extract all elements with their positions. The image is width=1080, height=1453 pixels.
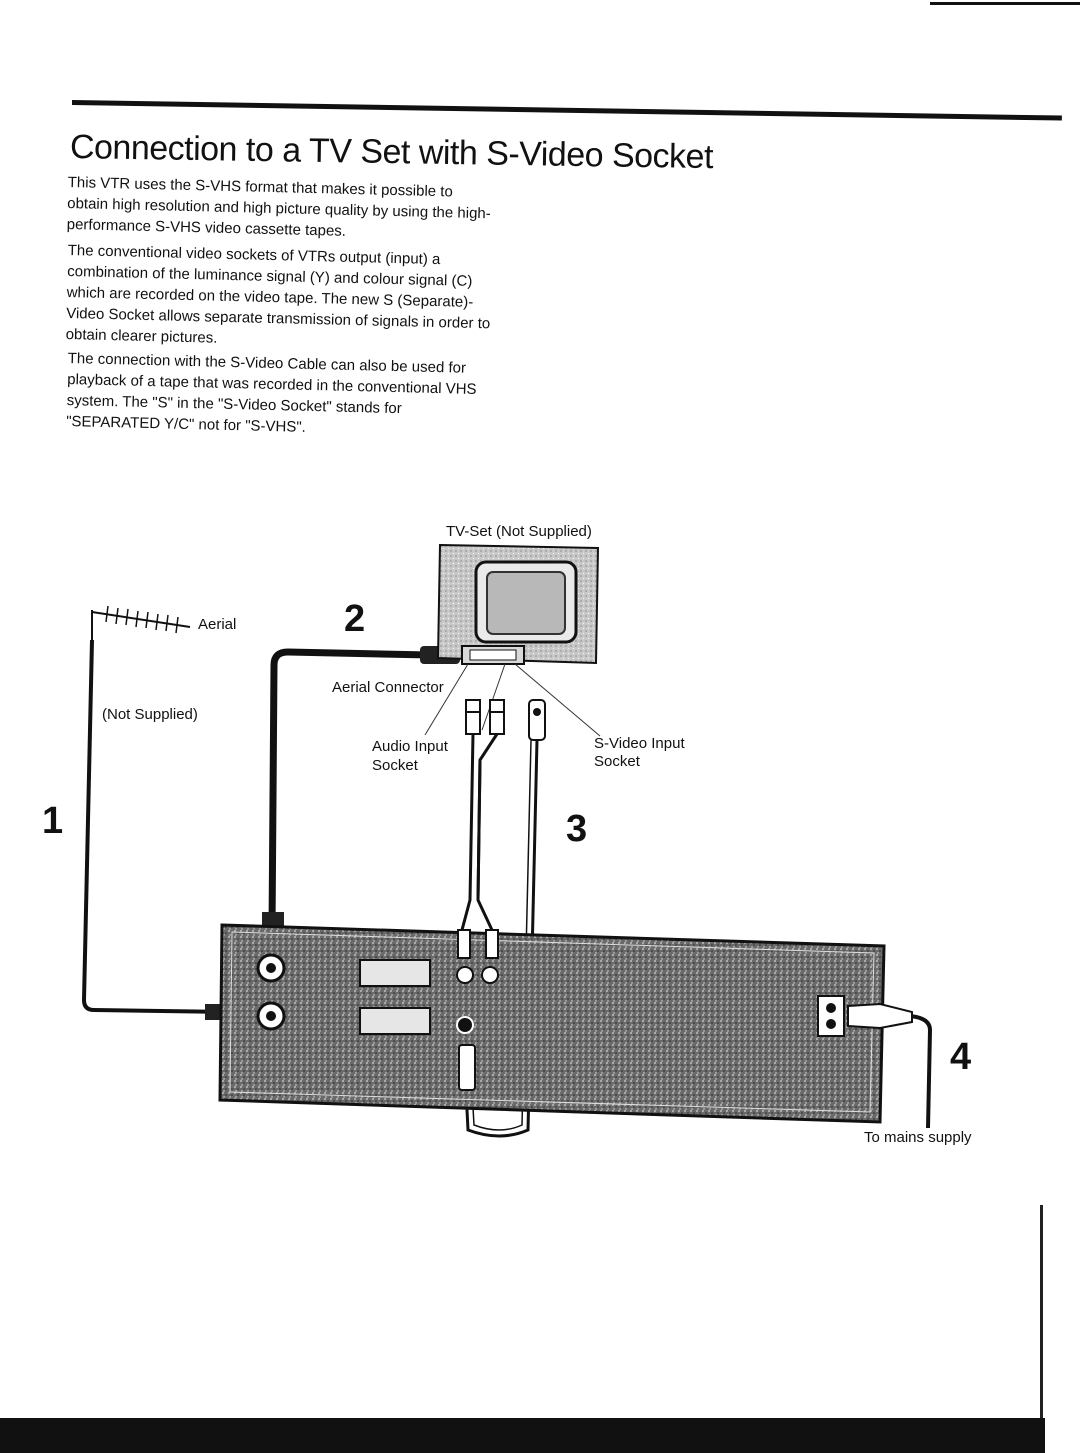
mains-supply-label: To mains supply — [864, 1129, 972, 1146]
step-4-number: 4 — [950, 1036, 972, 1078]
svideo-input-socket-label: Socket — [594, 753, 640, 770]
playback-paragraph: The connection with the S-Video Cable can also be used for playback of a tape that was recorded in the conventional VHS system. The "S" in the "S-Video Socket" stands for "SEPARATED Y/C" not for "S-VHS". — [65, 349, 477, 436]
page-title: Connection to a TV Set with S-Video Socket — [69, 128, 714, 177]
aerial-label: Aerial — [198, 616, 237, 633]
tv-set-icon — [438, 545, 598, 664]
step-3-number: 3 — [566, 808, 588, 850]
audio-input-socket-label: Socket — [372, 757, 418, 774]
not-supplied-label: (Not Supplied) — [102, 706, 198, 723]
tv-set-label: TV-Set (Not Supplied) — [446, 523, 592, 540]
aerial-icon — [92, 606, 190, 640]
mains-plug-icon — [848, 1004, 912, 1028]
step-2-number: 2 — [344, 598, 366, 640]
intro-paragraph: This VTR uses the S-VHS format that makes it possible to obtain high resolution and high picture quality by using the high-performance S-VHS video cassette tapes. — [66, 173, 491, 240]
svideo-plug-top-icon — [529, 700, 545, 740]
audio-input-label: Audio Input — [372, 738, 448, 755]
signal-paragraph: The conventional video sockets of VTRs output (input) a combination of the luminance signal (Y) and colour signal (C) which are recorded on the video tape. The new S (Separate)-Video Socket allows separate transmission of signals in order to obtain clearer pictures. — [65, 241, 491, 347]
audio-plug-top-icon — [466, 700, 504, 734]
step-1-number: 1 — [42, 800, 64, 842]
vtr-rear-panel-icon — [220, 925, 884, 1122]
bottom-bar — [0, 1418, 1045, 1453]
page-edge-line — [1040, 1205, 1043, 1453]
svideo-input-label: S-Video Input — [594, 735, 685, 752]
cable-1 — [84, 640, 230, 1012]
aerial-connector-label: Aerial Connector — [332, 679, 444, 696]
